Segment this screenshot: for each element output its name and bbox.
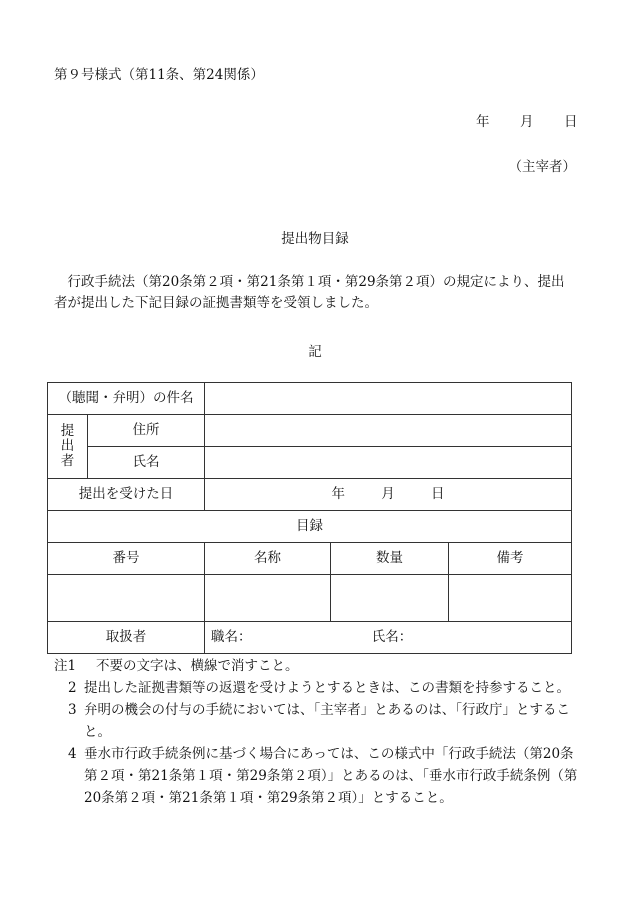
note-number: 4 (68, 746, 77, 762)
note-text: 提出した証拠書類等の返還を受けようとするときは、この書類を持参すること。 (84, 680, 570, 696)
received-month-label: 月 (381, 486, 395, 503)
note-item (54, 655, 578, 677)
received-date-row (48, 479, 572, 511)
notes-section (54, 655, 578, 809)
entry-remarks-cell[interactable] (449, 575, 572, 622)
address-field[interactable] (205, 415, 572, 447)
note-number: 2 (68, 680, 77, 696)
submitter-label (48, 415, 88, 479)
note-item (54, 743, 578, 809)
note-item (54, 699, 578, 743)
presider-label: （主宰者） (508, 159, 576, 175)
note-text: 弁明の機会の付与の手続においては、「主宰者」とあるのは、「行政庁」とすること。 (84, 702, 570, 740)
column-name-header: 名称 (205, 543, 331, 575)
handler-field[interactable] (205, 622, 572, 654)
body-paragraph: 行政手続法（第20条第２項・第21条第１項・第29条第２項）の規定により、提出者が提出した下記目録の証拠書類等を受領しました。 (54, 274, 565, 311)
column-number-header: 番号 (48, 543, 205, 575)
entry-number-cell[interactable] (48, 575, 205, 622)
address-label: 住所 (88, 415, 205, 447)
submitter-char: 提 (60, 423, 75, 439)
date-month-label: 月 (520, 114, 534, 130)
catalog-columns-row (48, 543, 572, 575)
column-remarks-header: 備考 (449, 543, 572, 575)
submitter-char: 出 (60, 438, 75, 454)
position-label: 職名： (211, 629, 252, 646)
note-text: 不要の文字は、横線で消すこと。 (96, 658, 299, 674)
submitter-char: 者 (60, 453, 75, 469)
document-title: 提出物目録 (281, 231, 349, 247)
handler-row (48, 622, 572, 654)
received-day-label: 日 (431, 486, 445, 503)
handler-name-label: 氏名： (371, 629, 413, 646)
notes-prefix: 注 (54, 658, 68, 674)
date-day-label: 日 (564, 114, 578, 130)
date-year-label: 年 (476, 114, 490, 130)
received-date-label: 提出を受けた日 (48, 479, 205, 511)
catalog-header-row (48, 511, 572, 543)
case-name-field[interactable] (205, 383, 572, 415)
case-name-label: （聴聞・弁明）の件名 (48, 383, 205, 415)
name-field[interactable] (205, 447, 572, 479)
case-name-row (48, 383, 572, 415)
entry-name-cell[interactable] (205, 575, 331, 622)
name-label: 氏名 (88, 447, 205, 479)
catalog-label: 目録 (48, 511, 572, 543)
note-item (54, 677, 578, 699)
catalog-entry-row (48, 575, 572, 622)
note-number: 1 (67, 658, 77, 674)
submission-form-table (47, 382, 572, 654)
entry-quantity-cell[interactable] (331, 575, 449, 622)
note-number: 3 (68, 702, 77, 718)
form-number: 第９号様式（第11条、第24関係） (54, 67, 264, 83)
note-text: 垂水市行政手続条例に基づく場合にあっては、この様式中「行政手続法（第20条第２項・第21条第１項・第29条第２項）」とあるのは、「垂水市行政手続条例（第20条第２項・第21条第１項・第29条第２項）」とすること。 (84, 746, 578, 806)
received-year-label: 年 (331, 486, 345, 503)
handler-label: 取扱者 (48, 622, 205, 654)
column-quantity-header: 数量 (331, 543, 449, 575)
received-date-field[interactable] (205, 479, 572, 511)
submitter-address-row (48, 415, 572, 447)
submitter-name-row (48, 447, 572, 479)
ki-heading: 記 (308, 344, 322, 360)
